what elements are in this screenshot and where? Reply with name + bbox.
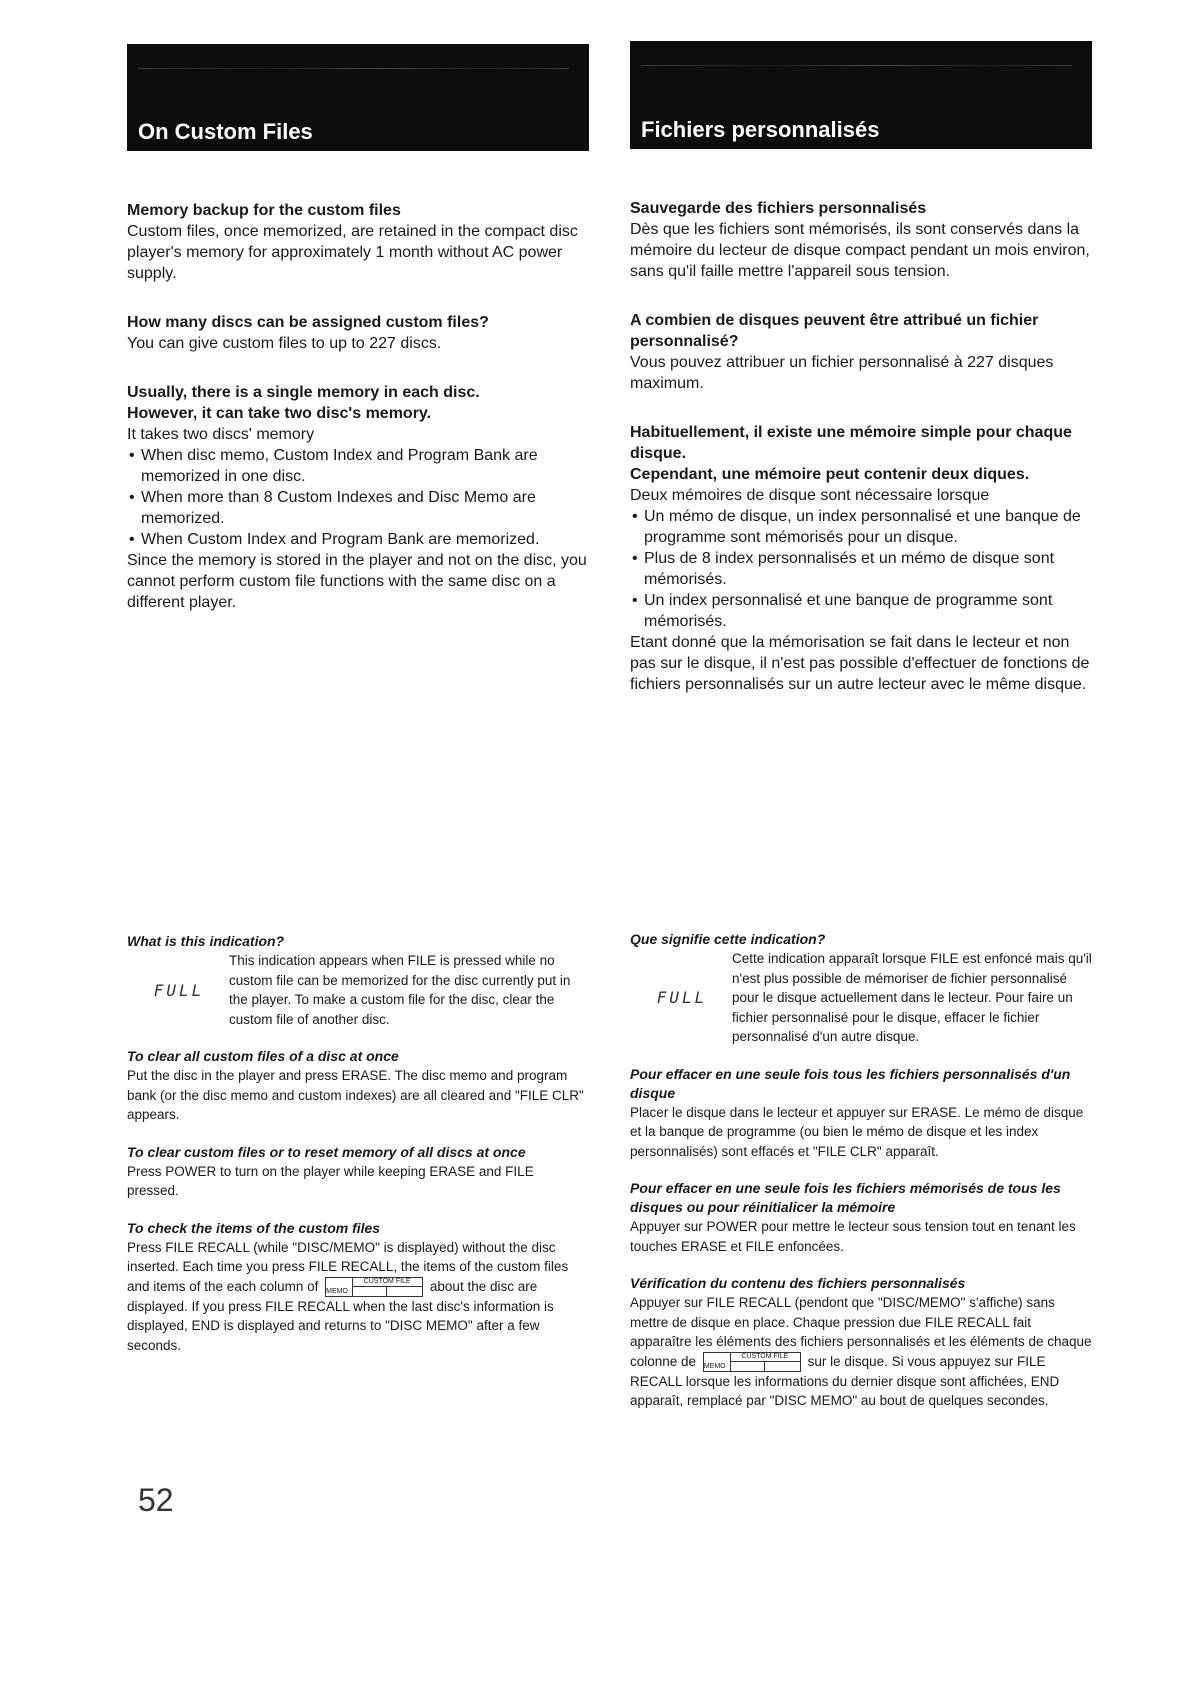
- custom-file-diagram: [325, 1277, 423, 1297]
- file-box-top-label: CUSTOM FILE: [730, 1353, 800, 1362]
- banner-decoration: [138, 68, 569, 69]
- banner-decoration: [641, 65, 1072, 66]
- english-top-column: [127, 200, 589, 613]
- list-item: • Un index personnalisé et une banque de programme sont mémorisés.: [630, 590, 1096, 632]
- section-banner-english: [127, 44, 589, 151]
- text-part: Press FILE RECALL (while "DISC/MEMO" is displayed) without the disc inserted. Each time you press FILE RECALL, the items of the custom files and items of the each column of: [127, 1239, 569, 1294]
- indication-text: This indication appears when FILE is pressed while no custom file can be memorized for the disc currently put in the player. To make a custom file for the disc, clear the custom file of another disc.: [229, 953, 571, 1027]
- memory-section: [127, 382, 589, 613]
- custom-file-diagram: [703, 1352, 801, 1372]
- lcd-display-full: FULL: [656, 988, 708, 1008]
- section-heading: Habituellement, il existe une mémoire simple pour chaque disque.: [630, 424, 1072, 462]
- file-box-divider: [352, 1278, 353, 1296]
- subsection-heading: Pour effacer en une seule fois les fichiers mémorisés de tous les disques ou pour réinitialicer la mémoire: [630, 1180, 1061, 1215]
- subsection-text: Put the disc in the player and press ERASE. The disc memo and program bank (or the disc memo and custom indexes) are all cleared and "FILE CLR" appears.: [127, 1068, 584, 1122]
- section-closing: Etant donné que la mémorisation se fait dans le lecteur et non pas sur le disque, il n'est pas possible d'effectuer de fonctions de fichiers personnalisés sur un autre lecteur avec le même disque.: [630, 634, 1090, 693]
- section-heading: Sauvegarde des fichiers personnalisés: [630, 200, 927, 217]
- subsection-text: Press POWER to turn on the player while keeping ERASE and FILE pressed.: [127, 1163, 534, 1198]
- subsection-text: [127, 1238, 589, 1356]
- indication-text: Cette indication apparaît lorsque FILE est enfoncé mais qu'il n'est plus possible de mémoriser de fichier personnalisé pour le disque actuellement dans le lecteur. Pour faire un fichier personnalisé pour le disque, effacer le fichier personnalisé d'un autre disque.: [732, 951, 1092, 1044]
- section-heading: However, it can take two disc's memory.: [127, 405, 432, 422]
- file-box-bottom-label: MEMO: [326, 1287, 348, 1295]
- page-number: 52: [138, 1482, 174, 1518]
- section-intro: It takes two discs' memory: [127, 426, 315, 443]
- clear-all-section: [630, 1179, 1096, 1256]
- indication-block: [630, 949, 1096, 1047]
- text-part: about the disc are displayed. If you press FILE RECALL when the last disc's information is displayed, END is displayed and returns to "DISC MEMO" after a few seconds.: [127, 1278, 554, 1353]
- section-heading: Cependant, une mémoire peut contenir deux diques.: [630, 466, 1030, 483]
- file-box-divider: [764, 1361, 765, 1371]
- banner-title: On Custom Files: [138, 119, 313, 144]
- section-heading: A combien de disques peuvent être attribué un fichier personnalisé?: [630, 312, 1039, 350]
- french-bottom-column: [630, 930, 1096, 1411]
- subsection-heading: To clear custom files or to reset memory of all discs at once: [127, 1143, 526, 1160]
- text-part: Appuyer sur FILE RECALL (pendont que "DISC/MEMO" s'affiche) sans mettre de disque en place. Chaque pression due FILE RECALL fait apparaître les éléments des fichiers personnalisés et les éléments de chaque colonne de: [630, 1295, 1092, 1369]
- subsection-text: Appuyer sur POWER pour mettre le lecteur sous tension tout en tenant les touches ERASE et FILE enfoncées.: [630, 1219, 1076, 1254]
- clear-disc-section: [127, 1047, 589, 1125]
- list-item: • When disc memo, Custom Index and Program Bank are memorized in one disc.: [127, 445, 589, 487]
- text-part: sur le disque. Si vous appuyez sur FILE RECALL lorsque les informations du dernier disque sont affichées, END apparaît, remplacé par "DISC MEMO" au bout de quelques secondes.: [630, 1353, 1060, 1409]
- section-closing: Since the memory is stored in the player and not on the disc, you cannot perform custom file functions with the same disc on a different player.: [127, 552, 587, 611]
- list-item: • Plus de 8 index personnalisés et un mémo de disque sont mémorisés.: [630, 548, 1096, 590]
- check-items-section: [127, 1219, 589, 1356]
- section-heading: How many discs can be assigned custom files?: [127, 314, 489, 331]
- lcd-display-full: FULL: [153, 980, 205, 1000]
- section-heading: Usually, there is a single memory in each disc.: [127, 384, 480, 401]
- section-body: Dès que les fichiers sont mémorisés, ils sont conservés dans la mémoire du lecteur de disque compact pendant un mois environ, sans qu'il faille mettre l'appareil sous tension.: [630, 221, 1090, 280]
- subsection-heading: Pour effacer en une seule fois tous les fichiers personnalisés d'un disque: [630, 1065, 1071, 1101]
- french-top-column: [630, 198, 1096, 695]
- list-item: • When Custom Index and Program Bank are memorized.: [127, 529, 589, 550]
- indication-heading: Que signifie cette indication?: [630, 931, 826, 947]
- file-box-divider: [730, 1353, 731, 1371]
- section-body: You can give custom files to up to 227 discs.: [127, 335, 442, 352]
- clear-all-section: [127, 1143, 589, 1201]
- file-box-top-label: CUSTOM FILE: [352, 1278, 422, 1287]
- banner-title: Fichiers personnalisés: [641, 117, 880, 142]
- subsection-heading: Vérification du contenu des fichiers personnalisés: [630, 1275, 966, 1291]
- clear-disc-section: [630, 1065, 1096, 1162]
- subsection-text: [630, 1293, 1096, 1411]
- file-box-bottom-label: MEMO: [703, 1362, 726, 1370]
- section-body: Custom files, once memorized, are retained in the compact disc player's memory for approximately 1 month without AC power supply.: [127, 223, 578, 282]
- memory-backup-section: [630, 198, 1096, 282]
- list-item: • When more than 8 Custom Indexes and Disc Memo are memorized.: [127, 487, 589, 529]
- list-item: • Un mémo de disque, un index personnalisé et une banque de programme sont mémorisés pour un disque.: [630, 506, 1096, 548]
- subsection-text: Placer le disque dans le lecteur et appuyer sur ERASE. Le mémo de disque et la banque de programme (ou bien le mémo de disque et les index personnalisés) sont effacés et "FILE CLR" apparaît.: [630, 1104, 1084, 1159]
- english-bottom-column: [127, 932, 589, 1355]
- section-body: Vous pouvez attribuer un fichier personnalisé à 227 disques maximum.: [630, 354, 1054, 392]
- disc-count-section: [127, 312, 589, 354]
- bullet-list: [630, 506, 1096, 632]
- section-intro: Deux mémoires de disque sont nécessaire lorsque: [630, 487, 990, 504]
- memory-backup-section: [127, 200, 589, 284]
- subsection-heading: To check the items of the custom files: [127, 1219, 381, 1236]
- indication-block: [127, 951, 589, 1029]
- file-box-divider: [386, 1286, 387, 1296]
- section-heading: Memory backup for the custom files: [127, 202, 401, 219]
- subsection-heading: To clear all custom files of a disc at once: [127, 1048, 399, 1064]
- bullet-list: [127, 445, 589, 550]
- disc-count-section: [630, 310, 1096, 394]
- indication-heading: What is this indication?: [127, 933, 285, 949]
- memory-section: [630, 422, 1096, 695]
- section-banner-french: [630, 41, 1092, 149]
- check-items-section: [630, 1274, 1096, 1411]
